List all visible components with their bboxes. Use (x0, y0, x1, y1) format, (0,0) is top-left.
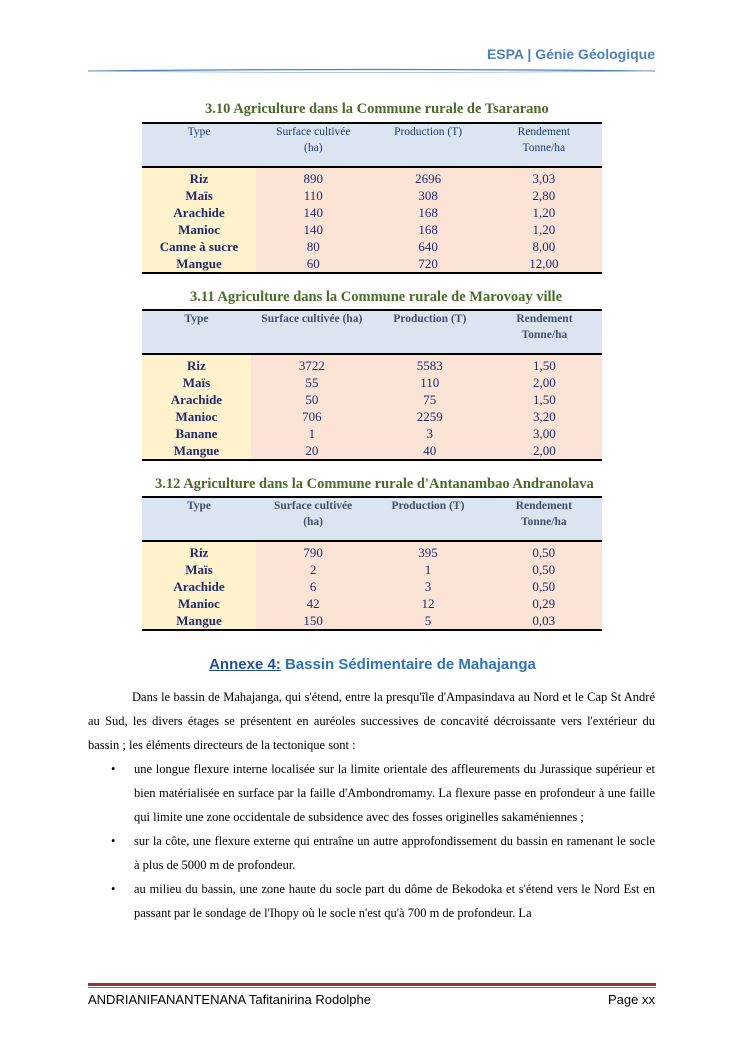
value-cell: 3722 (251, 354, 373, 374)
value-cell: 75 (373, 391, 487, 408)
value-cell: 110 (256, 187, 370, 204)
column-header: Surface cultivée (ha) (256, 497, 370, 541)
column-header: Surface cultivée (ha) (256, 123, 370, 167)
annexe-title: Bassin Sédimentaire de Mahajanga (280, 656, 536, 673)
annexe-heading (0, 656, 745, 673)
value-cell: 3,00 (487, 425, 602, 442)
bullet-icon: • (111, 834, 116, 848)
crop-type-cell: Mangue (142, 612, 256, 630)
column-header: Type (142, 497, 256, 541)
column-header: Surface cultivée (ha) (251, 310, 373, 354)
value-cell: 12 (370, 595, 485, 612)
table-row (142, 204, 602, 221)
value-cell: 395 (370, 541, 485, 561)
table-row (142, 167, 602, 187)
value-cell: 5583 (373, 354, 487, 374)
value-cell: 12,00 (486, 255, 602, 273)
value-cell: 40 (373, 442, 487, 460)
value-cell: 150 (256, 612, 370, 630)
crop-type-cell: Banane (142, 425, 251, 442)
table-title: 3.10 Agriculture dans la Commune rurale de Tsararano (205, 101, 549, 117)
table-row (142, 354, 602, 374)
crop-type-cell: Riz (142, 541, 256, 561)
annexe-label: Annexe 4: (209, 656, 281, 673)
crop-type-cell: Riz (142, 354, 251, 374)
value-cell: 3,20 (487, 408, 602, 425)
value-cell: 706 (251, 408, 373, 425)
value-cell: 5 (370, 612, 485, 630)
value-cell: 890 (256, 167, 370, 187)
crop-type-cell: Canne à sucre (142, 238, 256, 255)
value-cell: 0,29 (486, 595, 602, 612)
running-header: ESPA | Génie Géologique (486, 46, 655, 62)
value-cell: 3 (370, 578, 485, 595)
value-cell: 0,03 (486, 612, 602, 630)
column-header: Production (T) (370, 497, 485, 541)
table-row (142, 561, 602, 578)
table-row (142, 425, 602, 442)
crop-type-cell: Arachide (142, 204, 256, 221)
value-cell: 2 (256, 561, 370, 578)
value-cell: 1,50 (487, 391, 602, 408)
list-item-text: une longue flexure interne localisée sur la limite orientale des affleurements du Jurassique supérieur et bien matérialisée en surface par la faille d'Ambondromamy. La flexure passe en profondeur à une faille qui limite une zone occidentale de subsidence avec des fosses originelles sakaméniennes ; (134, 762, 655, 824)
table-row (142, 221, 602, 238)
list-item (88, 877, 655, 925)
column-header: Type (142, 310, 251, 354)
value-cell: 308 (370, 187, 485, 204)
column-header: Type (142, 123, 256, 167)
agriculture-table-antanambao (142, 496, 602, 631)
bullet-list (88, 757, 655, 925)
agriculture-table-marovoay (142, 309, 602, 461)
value-cell: 168 (370, 204, 485, 221)
table-title: 3.12 Agriculture dans la Commune rurale d'Antanambao Andranolava (155, 476, 594, 492)
value-cell: 0,50 (486, 541, 602, 561)
header-rule (88, 68, 655, 74)
value-cell: 0,50 (486, 561, 602, 578)
table-row (142, 187, 602, 204)
bullet-icon: • (111, 762, 116, 776)
crop-type-cell: Maïs (142, 561, 256, 578)
table-row (142, 255, 602, 273)
value-cell: 0,50 (486, 578, 602, 595)
footer-page-number: Page xx (608, 992, 655, 1007)
list-item (88, 829, 655, 877)
value-cell: 1,20 (486, 221, 602, 238)
table-row (142, 541, 602, 561)
bullet-icon: • (111, 882, 116, 896)
table-title: 3.11 Agriculture dans la Commune rurale de Marovoay ville (190, 289, 563, 305)
value-cell: 168 (370, 221, 485, 238)
value-cell: 1 (370, 561, 485, 578)
table-row (142, 391, 602, 408)
column-header: Rendement Tonne/ha (486, 497, 602, 541)
body-text (88, 685, 655, 925)
value-cell: 42 (256, 595, 370, 612)
value-cell: 2,00 (487, 374, 602, 391)
footer-rule (88, 983, 656, 986)
column-header: Rendement Tonne/ha (487, 310, 602, 354)
value-cell: 6 (256, 578, 370, 595)
value-cell: 50 (251, 391, 373, 408)
footer-author: ANDRIANIFANANTENANA Tafitanirina Rodolphe (88, 992, 371, 1007)
crop-type-cell: Arachide (142, 391, 251, 408)
table-row (142, 578, 602, 595)
intro-paragraph: Dans le bassin de Mahajanga, qui s'étend, entre la presqu'île d'Ampasindava au Nord et le Cap St André au Sud, les divers étages se présentent en auréoles successives de concavité décroissante vers l'extérieur du bassin ; les éléments directeurs de la tectonique sont : (88, 690, 655, 752)
column-header: Rendement Tonne/ha (486, 123, 602, 167)
value-cell: 2,00 (487, 442, 602, 460)
crop-type-cell: Arachide (142, 578, 256, 595)
table-row (142, 238, 602, 255)
value-cell: 8,00 (486, 238, 602, 255)
value-cell: 1 (251, 425, 373, 442)
value-cell: 2,80 (486, 187, 602, 204)
crop-type-cell: Manioc (142, 408, 251, 425)
list-item-text: sur la côte, une flexure externe qui entraîne un autre approfondissement du bassin en ramenant le socle à plus de 5000 m de profondeur. (134, 834, 655, 872)
crop-type-cell: Manioc (142, 595, 256, 612)
list-item (88, 757, 655, 829)
value-cell: 1,50 (487, 354, 602, 374)
value-cell: 3 (373, 425, 487, 442)
table-row (142, 612, 602, 630)
crop-type-cell: Manioc (142, 221, 256, 238)
table-row (142, 595, 602, 612)
value-cell: 60 (256, 255, 370, 273)
value-cell: 720 (370, 255, 485, 273)
value-cell: 2259 (373, 408, 487, 425)
value-cell: 1,20 (486, 204, 602, 221)
value-cell: 20 (251, 442, 373, 460)
column-header: Production (T) (370, 123, 485, 167)
agriculture-table-tsararano (142, 122, 602, 274)
value-cell: 140 (256, 204, 370, 221)
table-row (142, 374, 602, 391)
value-cell: 640 (370, 238, 485, 255)
crop-type-cell: Mangue (142, 255, 256, 273)
table-row (142, 442, 602, 460)
crop-type-cell: Mangue (142, 442, 251, 460)
table-row (142, 408, 602, 425)
value-cell: 790 (256, 541, 370, 561)
crop-type-cell: Maïs (142, 374, 251, 391)
value-cell: 55 (251, 374, 373, 391)
value-cell: 3,03 (486, 167, 602, 187)
value-cell: 2696 (370, 167, 485, 187)
footer-rule-thin (88, 987, 656, 988)
crop-type-cell: Maïs (142, 187, 256, 204)
crop-type-cell: Riz (142, 167, 256, 187)
value-cell: 110 (373, 374, 487, 391)
value-cell: 140 (256, 221, 370, 238)
list-item-text: au milieu du bassin, une zone haute du socle part du dôme de Bekodoka et s'étend vers le Nord Est en passant par le sondage de l'Ihopy où le socle n'est qu'à 700 m de profondeur. La (134, 882, 655, 920)
column-header: Production (T) (373, 310, 487, 354)
value-cell: 80 (256, 238, 370, 255)
